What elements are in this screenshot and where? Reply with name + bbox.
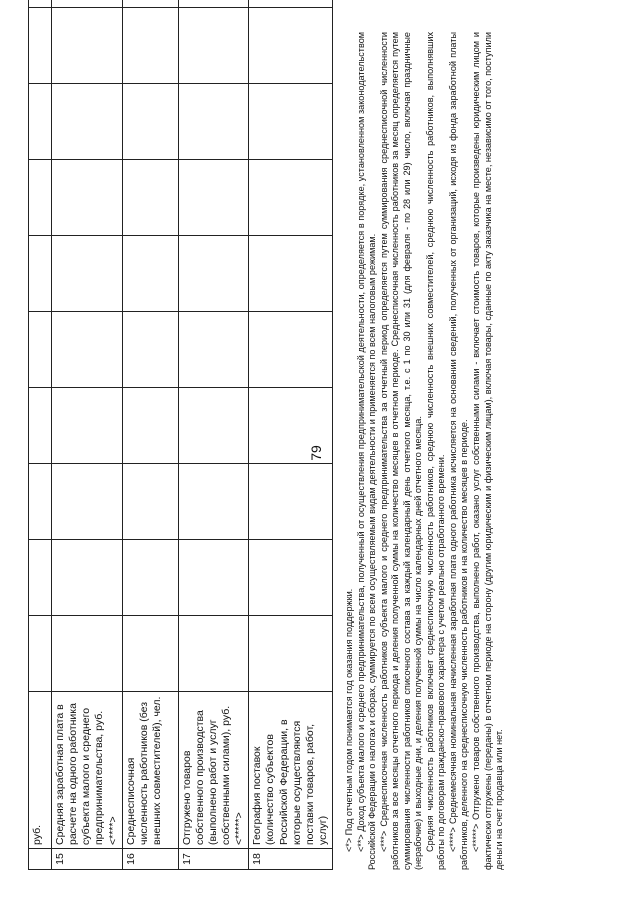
value-cell <box>29 312 52 388</box>
footnote: Средняя численность работников включает среднесписочную численность работников, среднюю численность внешних совместителей, среднюю численность работников, выполнявших работы по договорам гражданско-правового характера с учетом реально отработанного времени. <box>424 32 447 870</box>
value-cell <box>52 84 123 160</box>
value-cell <box>52 540 123 616</box>
table-row <box>29 0 52 870</box>
table-row <box>122 0 178 870</box>
value-cell <box>122 312 178 388</box>
value-cell <box>29 540 52 616</box>
row-number-cell: 17 <box>178 849 249 870</box>
value-cell <box>29 236 52 312</box>
value-cell <box>249 160 333 236</box>
row-number-cell: 18 <box>249 849 333 870</box>
value-cell <box>52 464 123 540</box>
footnote: <***> Среднесписочная численность работников субъекта малого и среднего предпринимательства за отчетный период определяется путем суммирования среднесписочной численности работников за все месяцы отчетного периода и деления полученной суммы на количество месяцев в отчетном периоде. Среднесписочная численность работников за месяц определяется путем суммирования численности работников списочного состава за каждый календарный день отчетного месяца, т.е. с 1 по 30 или 31 (для февраля - по 28 или 29) число, включая праздничные (нерабочие) и выходные дни, и деления полученной суммы на число календарных дней отчетного месяца. <box>378 32 424 870</box>
value-cell <box>249 388 333 464</box>
value-cell <box>29 464 52 540</box>
value-cell <box>178 160 249 236</box>
value-cell <box>29 616 52 692</box>
value-cell <box>122 0 178 8</box>
value-cell <box>122 160 178 236</box>
indicator-name-cell: Отгружено товаров собственного производства (выполнено работ и услуг собственными силами), руб. <*****> <box>178 692 249 849</box>
value-cell <box>249 312 333 388</box>
rotated-page-content <box>28 10 588 870</box>
value-cell <box>178 388 249 464</box>
indicator-name-cell: руб. <box>29 692 52 849</box>
footnote: <****> Среднемесячная номинальная начисленная заработная плата одного работника исчисляется на основании сведений, полученных от организаций, исходя из фонда заработной платы работников, деленного на среднесписочную численность работников и на количество месяцев в периоде. <box>447 32 470 870</box>
value-cell <box>29 84 52 160</box>
value-cell <box>249 540 333 616</box>
page-number: 79 <box>308 445 324 461</box>
value-cell <box>178 312 249 388</box>
row-number-cell: 16 <box>122 849 178 870</box>
value-cell <box>122 8 178 84</box>
footnote: <*> Под отчетным годом понимается год оказания поддержки. <box>344 588 354 852</box>
indicator-name-cell: География поставок (количество субъектов Российской Федерации, в которые осуществляются поставки товаров, работ, услуг) <box>249 692 333 849</box>
value-cell <box>52 388 123 464</box>
table-row <box>178 0 249 870</box>
value-cell <box>178 84 249 160</box>
value-cell <box>29 160 52 236</box>
value-cell <box>249 464 333 540</box>
value-cell <box>29 0 52 8</box>
value-cell <box>52 8 123 84</box>
indicator-name-cell: Средняя заработная плата в расчете на одного работника субъекта малого и среднего предпринимательства, руб. <****> <box>52 692 123 849</box>
value-cell <box>178 8 249 84</box>
value-cell <box>29 8 52 84</box>
value-cell <box>52 616 123 692</box>
row-number-cell: 15 <box>52 849 123 870</box>
value-cell <box>52 312 123 388</box>
footnote: <*****> Отгружено товаров собственного производства, выполнено работ, оказано услуг собственными силами - включает стоимость товаров, которые произведены юридическим лицом и фактически отгружены (переданы) в отчетном периоде на сторону (другим юридическим и физическим лицам), включая товары, сданные по акту заказчика на месте, независимо от того, поступили деньги на счет продавца или нет. <box>471 32 505 870</box>
footnotes <box>344 32 506 870</box>
value-cell <box>52 0 123 8</box>
footnote: <**> Доход субъекта малого и среднего предпринимательства, полученный от осуществления предпринимательской деятельности, определяется в порядке, установленном законодательством Российской Федерации о налогах и сборах, суммируется по всем осуществляемым видам деятельности и применяется по всем налоговым режимам. <box>355 32 378 870</box>
value-cell <box>122 236 178 312</box>
row-number-cell <box>29 849 52 870</box>
value-cell <box>178 540 249 616</box>
value-cell <box>178 464 249 540</box>
table-row <box>52 0 123 870</box>
value-cell <box>249 0 333 8</box>
value-cell <box>249 8 333 84</box>
value-cell <box>52 236 123 312</box>
value-cell <box>178 616 249 692</box>
indicators-table <box>28 0 333 870</box>
value-cell <box>122 540 178 616</box>
value-cell <box>178 0 249 8</box>
value-cell <box>249 84 333 160</box>
value-cell <box>249 236 333 312</box>
value-cell <box>122 464 178 540</box>
value-cell <box>249 616 333 692</box>
value-cell <box>122 616 178 692</box>
value-cell <box>122 84 178 160</box>
value-cell <box>122 388 178 464</box>
indicator-name-cell: Среднесписочная численность работников (без внешних совместителей), чел. <box>122 692 178 849</box>
table-row <box>249 0 333 870</box>
value-cell <box>178 236 249 312</box>
value-cell <box>52 160 123 236</box>
value-cell <box>29 388 52 464</box>
